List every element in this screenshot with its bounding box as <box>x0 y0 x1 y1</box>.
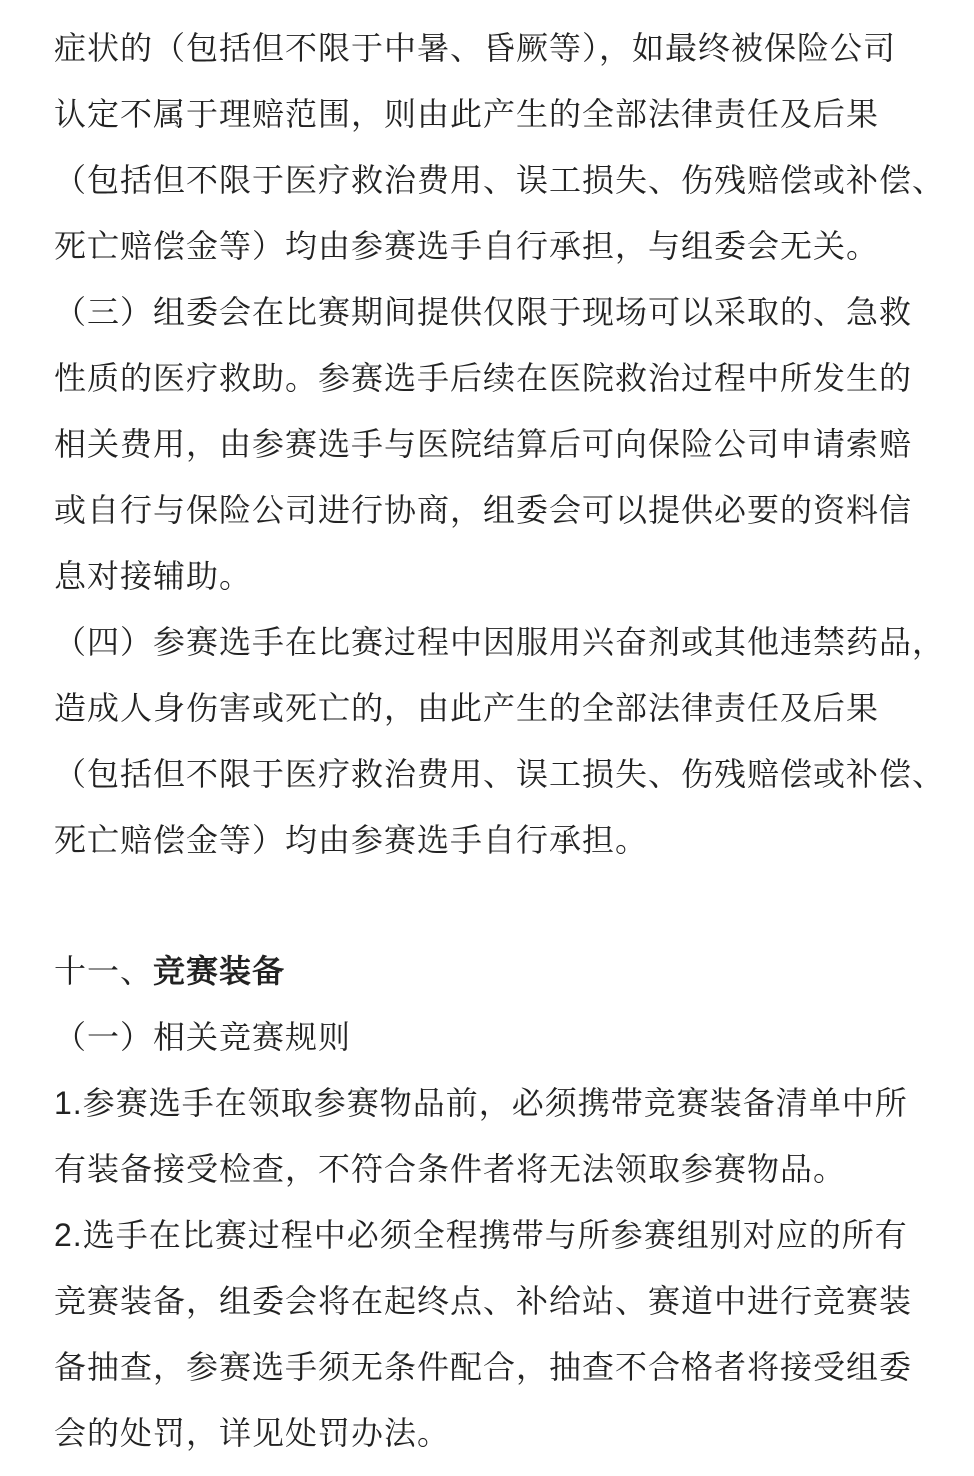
section-number: 十一、 <box>54 952 154 990</box>
text-line: （包括但不限于医疗救治费用、误工损失、伤残赔偿或补偿、 <box>54 755 946 793</box>
text-line: （包括但不限于医疗救治费用、误工损失、伤残赔偿或补偿、 <box>54 161 946 199</box>
text-line: 症状的（包括但不限于中暑、昏厥等），如最终被保险公司 <box>54 29 897 67</box>
text-line: 息对接辅助。 <box>54 557 253 595</box>
section-title: 竞赛装备 <box>153 952 286 990</box>
rule-number: 2. <box>54 1217 83 1253</box>
rule-number: 1. <box>54 1085 83 1121</box>
text-line: 相关费用，由参赛选手与医院结算后可向保险公司申请索赔 <box>54 425 913 463</box>
text-line: 有装备接受检查，不符合条件者将无法领取参赛物品。 <box>54 1150 847 1188</box>
text-line: 性质的医疗救助。参赛选手后续在医院救治过程中所发生的 <box>54 359 913 397</box>
section-heading <box>54 951 285 991</box>
text-line: （四）参赛选手在比赛过程中因服用兴奋剂或其他违禁药品， <box>54 623 946 661</box>
text-line: 会的处罚，详见处罚办法。 <box>54 1414 451 1452</box>
subheading: （一）相关竞赛规则 <box>54 1018 352 1056</box>
text-line: （三）组委会在比赛期间提供仅限于现场可以采取的、急救 <box>54 293 913 331</box>
text-line: 竞赛装备，组委会将在起终点、补给站、赛道中进行竞赛装 <box>54 1282 913 1320</box>
text-line: 死亡赔偿金等）均由参赛选手自行承担。 <box>54 821 649 859</box>
rule-text: 参赛选手在领取参赛物品前，必须携带竞赛装备清单中所 <box>82 1084 908 1122</box>
text-line: 或自行与保险公司进行协商，组委会可以提供必要的资料信 <box>54 491 913 529</box>
text-line: 备抽查，参赛选手须无条件配合，抽查不合格者将接受组委 <box>54 1348 913 1386</box>
text-line: 死亡赔偿金等）均由参赛选手自行承担，与组委会无关。 <box>54 227 880 265</box>
text-line <box>54 1083 908 1123</box>
text-line: 认定不属于理赔范围，则由此产生的全部法律责任及后果 <box>54 95 880 133</box>
text-line: 造成人身伤害或死亡的，由此产生的全部法律责任及后果 <box>54 689 880 727</box>
rule-text: 选手在比赛过程中必须全程携带与所参赛组别对应的所有 <box>82 1216 908 1254</box>
text-line <box>54 1215 908 1255</box>
